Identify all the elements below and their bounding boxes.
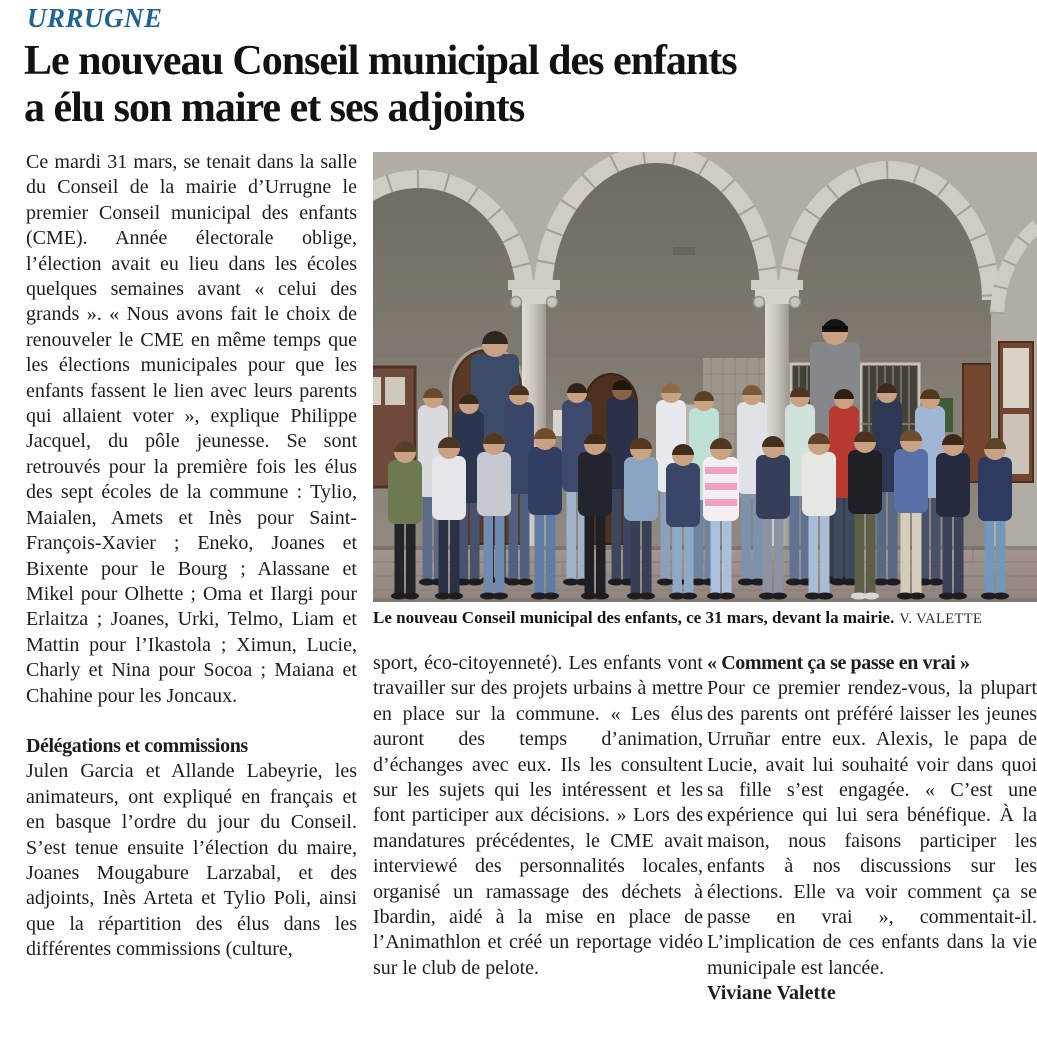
photo-caption — [373, 607, 1037, 630]
section-kicker: URRUGNE — [27, 3, 163, 33]
article-column-middle — [373, 651, 703, 1048]
article-paragraph: Ce mardi 31 mars, se tenait dans la salle du Conseil de la mairie d’Urrugne le premier Conseil municipal des enfants (CME). Année électorale oblige, l’élection avait eu lieu dans les écoles quelques semaines avant « celui des grands ». « Nous avons fait le choix de renouveler le CME en même temps que les élections municipales pour que les enfants fassent le lien avec leurs parents qui allaient voter », explique Philippe Jacquel, du pôle jeunesse. Se sont retrouvés pour la première fois les élus des sept écoles de la commune : Tylio, Maialen, Amets et Inès pour Saint-François-Xavier ; Eneko, Joanes et Bixente pour le Bourg ; Alassane et Mikel pour Olhette ; Oma et Ilargi pour Erlaitza ; Joanes, Urki, Telmo, Liam et Mattin pour l’Ikastola ; Ximun, Lucie, Charly et Nina pour Socoa ; Maiana et Chahine pour les Joncaux. — [26, 151, 357, 707]
headline-line-1: Le nouveau Conseil municipal des enfants — [24, 38, 737, 84]
headline-line-2: a élu son maire et ses adjoints — [24, 85, 525, 131]
photo-credit: V. VALETTE — [899, 611, 983, 627]
subhead-delegations: Délégations et commissions — [26, 734, 248, 757]
author-byline: Viviane Valette — [707, 982, 836, 1005]
article-paragraph: Pour ce premier rendez-vous, la plupart des parents ont préféré laisser les jeunes Urruñar entre eux. Alexis, le papa de Lucie, avait lui souhaité voir dans quoi sa fille s’est engagée. « C’est une expérience qui lui sera bénéfique. À la maison, nous faisons participer les enfants à nos discussions sur les élections. Elle va voir comment ça se passe en vrai », commentait-il. L’implication de ces enfants dans la vie municipale est lancée. — [707, 677, 1037, 979]
subhead-comment: « Comment ça se passe en vrai » — [707, 652, 970, 674]
mairie-group-photo-illustration — [373, 152, 1037, 602]
article-column-right — [707, 651, 1037, 1048]
article-headline — [24, 38, 737, 132]
article-paragraph: sport, éco-citoyenneté). Les enfants vont travailler sur des projets urbains à mettre en place sur la commune. « Les élus auront des temps d’animation, d’échanges avec eux. Ils les consultent sur les sujets qui les intéressent et les font participer aux décisions. » Lors des mandatures précédentes, le CME avait interviewé des personnalités locales, organisé un ramassage des déchets à Ibardin, aidé à la mise en place de l’Animathlon et créé un reportage vidéo sur le club de pelote. — [373, 652, 703, 979]
article-column-left — [26, 150, 357, 1042]
article-paragraph: Julen Garcia et Allande Labeyrie, les animateurs, ont expliqué en français et en basque l’ordre du jour du Conseil. S’est tenue ensuite l’élection du maire, Joanes Mougabure Larzabal, et des adjoints, Inès Arteta et Tylio Poli, ainsi que la répartition des élus dans les différentes commissions (culture, — [26, 760, 357, 961]
article-photo — [373, 152, 1037, 602]
photo-caption-text: Le nouveau Conseil municipal des enfants, ce 31 mars, devant la mairie. — [373, 608, 895, 627]
